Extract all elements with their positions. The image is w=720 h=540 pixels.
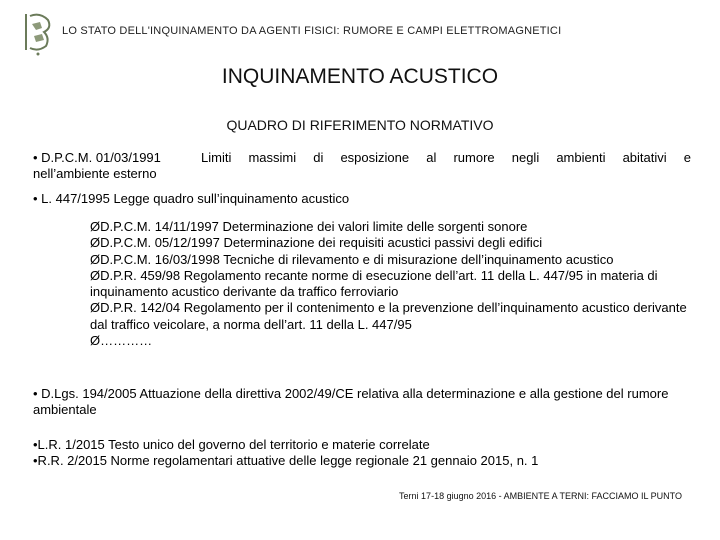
sub-list-item: ØD.P.C.M. 16/03/1998 Tecniche di rilevamento e di misurazione dell’inquinamento acustico <box>90 251 614 267</box>
footer-text: Terni 17-18 giugno 2016 - AMBIENTE A TERNI: FACCIAMO IL PUNTO <box>399 491 682 501</box>
list-item-dlgs-194: • D.Lgs. 194/2005 Attuazione della direttiva 2002/49/CE relativa alla determinazione e alla gestione del rumore ambientale <box>33 386 669 417</box>
regional-laws <box>33 437 693 469</box>
list-item-rr: •R.R. 2/2015 Norme regolamentari attuative delle legge regionale 21 gennaio 2015, n. 1 <box>33 453 539 468</box>
section-subtitle: QUADRO DI RIFERIMENTO NORMATIVO <box>226 117 494 133</box>
list-item-continuation: nell’ambiente esterno <box>33 166 157 181</box>
sub-list-item: Ø………… <box>90 333 153 349</box>
sub-list-item: ØD.P.C.M. 05/12/1997 Determinazione dei requisiti acustici passivi degli edifici <box>90 235 543 251</box>
page-title: INQUINAMENTO ACUSTICO <box>221 65 499 88</box>
list-item-lr: •L.R. 1/2015 Testo unico del governo del territorio e materie correlate <box>33 437 430 452</box>
sub-list-item: ØD.P.R. 459/98 Regolamento recante norme di esecuzione dell’art. 11 della L. 447/95 in materia di inquinamento acustico derivante da traffico ferroviario <box>90 267 658 300</box>
regional-emblem-icon <box>20 10 56 56</box>
list-item-text: Limiti massimi di esposizione al rumore negli ambienti abitativi e <box>201 150 691 165</box>
sub-list <box>90 219 690 349</box>
list-item-lead: • D.P.C.M. 01/03/1991 <box>33 150 161 165</box>
sub-list-item: ØD.P.C.M. 14/11/1997 Determinazione dei valori limite delle sorgenti sonore <box>90 219 528 234</box>
list-item-dpcm-1991 <box>33 150 693 182</box>
header-title: LO STATO DELL'INQUINAMENTO DA AGENTI FISICI: RUMORE E CAMPI ELETTROMAGNETICI <box>62 25 562 37</box>
sub-list-item: ØD.P.R. 142/04 Regolamento per il contenimento e la prevenzione dell’inquinamento acustico derivante dal traffico veicolare, a norma dell’art. 11 della L. 447/95 <box>90 300 687 332</box>
list-item-l-447: • L. 447/1995 Legge quadro sull’inquinamento acustico <box>33 191 350 206</box>
